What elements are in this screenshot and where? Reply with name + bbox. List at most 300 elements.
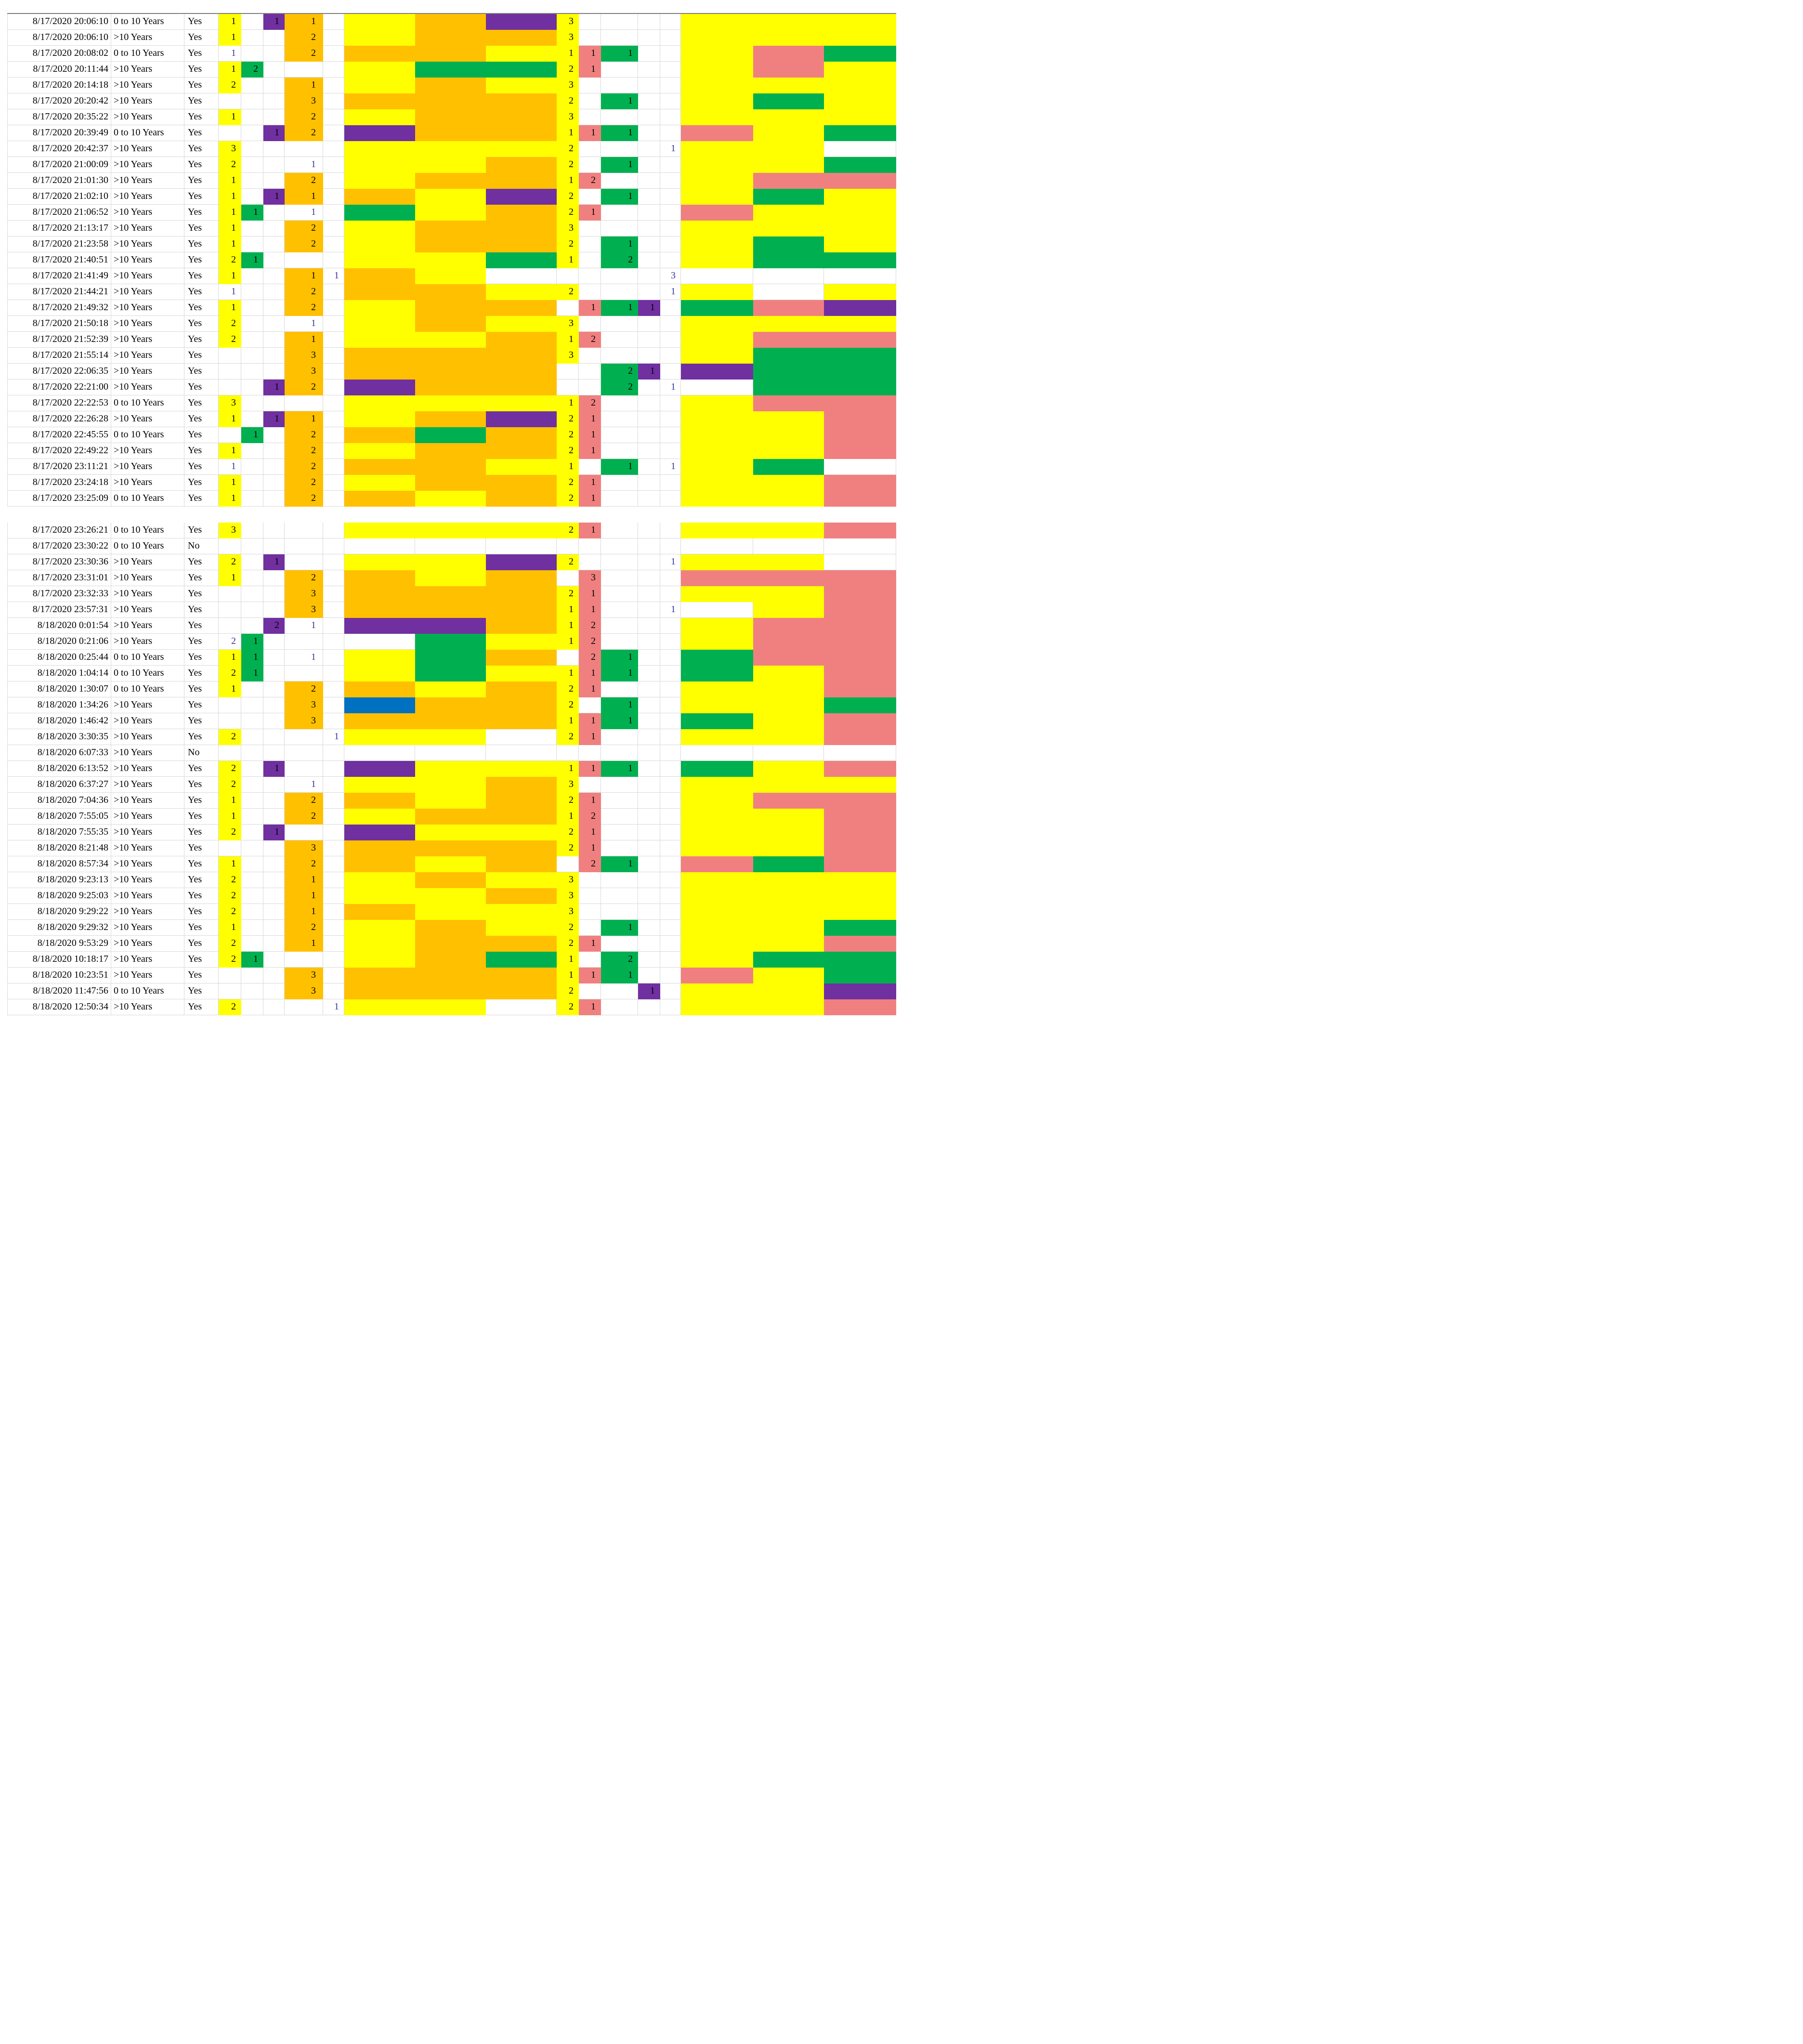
value-cell-6[interactable]: 2 [557,999,579,1015]
value-cell-2[interactable] [241,46,263,62]
value-cell-3[interactable] [263,395,285,411]
timestamp-cell[interactable]: 8/18/2020 9:25:03 [7,888,111,904]
value-cell-9[interactable] [638,586,660,602]
wide-cell-3[interactable] [486,364,557,380]
wide-cell-2[interactable] [415,936,486,952]
wide-cell-4[interactable] [681,252,753,268]
wide-cell-6[interactable] [824,252,896,268]
wide-cell-4[interactable] [681,141,753,157]
wide-cell-4[interactable] [681,189,753,205]
value-cell-2[interactable] [241,602,263,618]
wide-cell-6[interactable] [824,443,896,459]
wide-cell-2[interactable] [415,125,486,141]
value-cell-6[interactable]: 2 [557,825,579,840]
response-cell[interactable]: Yes [184,825,219,840]
wide-cell-2[interactable] [415,618,486,634]
wide-cell-3[interactable] [486,411,557,427]
value-cell-8[interactable] [601,538,638,554]
value-cell-3[interactable] [263,999,285,1015]
value-cell-7[interactable] [579,157,601,173]
wide-cell-2[interactable] [415,809,486,825]
timestamp-cell[interactable]: 8/17/2020 21:40:51 [7,252,111,268]
value-cell-1[interactable]: 1 [219,491,241,507]
wide-cell-5[interactable] [753,14,824,30]
wide-cell-1[interactable] [344,459,415,475]
wide-cell-1[interactable] [344,443,415,459]
value-cell-1[interactable]: 1 [219,236,241,252]
value-cell-9[interactable] [638,523,660,538]
wide-cell-5[interactable] [753,364,824,380]
wide-cell-6[interactable] [824,713,896,729]
value-cell-10[interactable] [660,427,681,443]
wide-cell-5[interactable] [753,523,824,538]
value-cell-6[interactable]: 1 [557,395,579,411]
value-cell-1[interactable] [219,840,241,856]
value-cell-5[interactable] [323,475,344,491]
value-cell-6[interactable]: 2 [557,141,579,157]
value-cell-3[interactable] [263,968,285,983]
response-cell[interactable]: Yes [184,157,219,173]
value-cell-2[interactable] [241,761,263,777]
value-cell-5[interactable] [323,697,344,713]
wide-cell-4[interactable] [681,920,753,936]
timestamp-cell[interactable]: 8/17/2020 23:30:36 [7,554,111,570]
age-group-cell[interactable]: >10 Years [111,745,184,761]
value-cell-1[interactable]: 2 [219,761,241,777]
value-cell-4[interactable]: 3 [285,697,323,713]
wide-cell-5[interactable] [753,554,824,570]
value-cell-2[interactable] [241,14,263,30]
value-cell-10[interactable] [660,332,681,348]
value-cell-6[interactable] [557,856,579,872]
value-cell-9[interactable] [638,618,660,634]
wide-cell-1[interactable] [344,888,415,904]
wide-cell-4[interactable] [681,825,753,840]
wide-cell-3[interactable] [486,999,557,1015]
value-cell-9[interactable] [638,78,660,93]
wide-cell-3[interactable] [486,729,557,745]
response-cell[interactable]: Yes [184,999,219,1015]
wide-cell-1[interactable] [344,952,415,968]
wide-cell-6[interactable] [824,650,896,666]
value-cell-9[interactable] [638,920,660,936]
wide-cell-2[interactable] [415,777,486,793]
wide-cell-5[interactable] [753,236,824,252]
value-cell-3[interactable] [263,650,285,666]
value-cell-7[interactable] [579,983,601,999]
value-cell-10[interactable]: 3 [660,268,681,284]
value-cell-3[interactable] [263,491,285,507]
wide-cell-3[interactable] [486,78,557,93]
response-cell[interactable]: Yes [184,586,219,602]
value-cell-1[interactable]: 2 [219,777,241,793]
value-cell-7[interactable]: 1 [579,491,601,507]
value-cell-8[interactable] [601,936,638,952]
value-cell-4[interactable]: 1 [285,618,323,634]
wide-cell-6[interactable] [824,364,896,380]
timestamp-cell[interactable]: 8/18/2020 9:53:29 [7,936,111,952]
value-cell-5[interactable] [323,920,344,936]
age-group-cell[interactable]: >10 Years [111,825,184,840]
value-cell-8[interactable] [601,475,638,491]
timestamp-cell[interactable]: 8/17/2020 22:26:28 [7,411,111,427]
value-cell-1[interactable]: 1 [219,189,241,205]
wide-cell-2[interactable] [415,78,486,93]
value-cell-3[interactable] [263,475,285,491]
value-cell-2[interactable] [241,491,263,507]
age-group-cell[interactable]: 0 to 10 Years [111,427,184,443]
value-cell-3[interactable]: 2 [263,618,285,634]
wide-cell-1[interactable] [344,634,415,650]
value-cell-7[interactable]: 2 [579,395,601,411]
value-cell-1[interactable] [219,586,241,602]
value-cell-6[interactable]: 1 [557,46,579,62]
value-cell-5[interactable] [323,523,344,538]
value-cell-6[interactable]: 3 [557,872,579,888]
value-cell-2[interactable] [241,364,263,380]
value-cell-5[interactable] [323,78,344,93]
value-cell-10[interactable] [660,189,681,205]
value-cell-4[interactable]: 2 [285,30,323,46]
value-cell-10[interactable] [660,221,681,236]
age-group-cell[interactable]: >10 Years [111,62,184,78]
value-cell-3[interactable] [263,856,285,872]
timestamp-cell[interactable]: 8/17/2020 20:35:22 [7,109,111,125]
response-cell[interactable]: Yes [184,284,219,300]
value-cell-3[interactable] [263,872,285,888]
timestamp-cell[interactable]: 8/18/2020 9:29:22 [7,904,111,920]
wide-cell-3[interactable] [486,46,557,62]
value-cell-3[interactable]: 1 [263,554,285,570]
wide-cell-6[interactable] [824,348,896,364]
response-cell[interactable]: Yes [184,936,219,952]
wide-cell-3[interactable] [486,713,557,729]
value-cell-6[interactable] [557,380,579,395]
response-cell[interactable]: Yes [184,411,219,427]
value-cell-9[interactable] [638,809,660,825]
value-cell-7[interactable] [579,459,601,475]
value-cell-5[interactable] [323,904,344,920]
value-cell-5[interactable] [323,348,344,364]
value-cell-5[interactable] [323,666,344,681]
value-cell-7[interactable]: 1 [579,475,601,491]
value-cell-1[interactable] [219,745,241,761]
value-cell-2[interactable] [241,348,263,364]
value-cell-2[interactable] [241,93,263,109]
wide-cell-1[interactable] [344,999,415,1015]
value-cell-8[interactable]: 1 [601,761,638,777]
value-cell-2[interactable] [241,411,263,427]
wide-cell-6[interactable] [824,697,896,713]
wide-cell-5[interactable] [753,952,824,968]
response-cell[interactable]: Yes [184,93,219,109]
value-cell-7[interactable] [579,952,601,968]
timestamp-cell[interactable]: 8/18/2020 7:55:35 [7,825,111,840]
value-cell-2[interactable] [241,395,263,411]
value-cell-4[interactable]: 1 [285,205,323,221]
timestamp-cell[interactable]: 8/18/2020 6:13:52 [7,761,111,777]
wide-cell-1[interactable] [344,872,415,888]
wide-cell-2[interactable] [415,30,486,46]
value-cell-3[interactable] [263,300,285,316]
value-cell-7[interactable]: 1 [579,968,601,983]
value-cell-10[interactable] [660,236,681,252]
wide-cell-5[interactable] [753,316,824,332]
value-cell-2[interactable] [241,793,263,809]
value-cell-3[interactable] [263,46,285,62]
value-cell-7[interactable]: 1 [579,666,601,681]
value-cell-10[interactable]: 1 [660,284,681,300]
timestamp-cell[interactable]: 8/17/2020 21:41:49 [7,268,111,284]
value-cell-5[interactable] [323,793,344,809]
value-cell-5[interactable] [323,411,344,427]
wide-cell-3[interactable] [486,30,557,46]
wide-cell-2[interactable] [415,681,486,697]
value-cell-1[interactable]: 2 [219,729,241,745]
wide-cell-5[interactable] [753,332,824,348]
wide-cell-4[interactable] [681,666,753,681]
timestamp-cell[interactable]: 8/17/2020 20:14:18 [7,78,111,93]
wide-cell-2[interactable] [415,904,486,920]
wide-cell-5[interactable] [753,809,824,825]
age-group-cell[interactable]: >10 Years [111,809,184,825]
wide-cell-4[interactable] [681,30,753,46]
value-cell-5[interactable] [323,252,344,268]
wide-cell-2[interactable] [415,109,486,125]
value-cell-6[interactable]: 2 [557,236,579,252]
wide-cell-6[interactable] [824,538,896,554]
value-cell-1[interactable]: 1 [219,920,241,936]
wide-cell-4[interactable] [681,554,753,570]
wide-cell-6[interactable] [824,904,896,920]
wide-cell-3[interactable] [486,14,557,30]
value-cell-9[interactable] [638,856,660,872]
wide-cell-6[interactable] [824,554,896,570]
value-cell-5[interactable]: 1 [323,729,344,745]
wide-cell-1[interactable] [344,157,415,173]
age-group-cell[interactable]: >10 Years [111,141,184,157]
value-cell-3[interactable]: 1 [263,411,285,427]
value-cell-5[interactable] [323,825,344,840]
value-cell-5[interactable] [323,332,344,348]
value-cell-6[interactable]: 2 [557,697,579,713]
value-cell-1[interactable] [219,538,241,554]
value-cell-2[interactable]: 1 [241,205,263,221]
value-cell-3[interactable] [263,348,285,364]
value-cell-4[interactable]: 1 [285,904,323,920]
value-cell-6[interactable]: 1 [557,713,579,729]
wide-cell-2[interactable] [415,189,486,205]
age-group-cell[interactable]: 0 to 10 Years [111,125,184,141]
value-cell-6[interactable]: 2 [557,920,579,936]
wide-cell-5[interactable] [753,872,824,888]
value-cell-2[interactable] [241,268,263,284]
timestamp-cell[interactable]: 8/17/2020 21:06:52 [7,205,111,221]
value-cell-10[interactable] [660,316,681,332]
age-group-cell[interactable]: >10 Years [111,936,184,952]
value-cell-4[interactable] [285,761,323,777]
value-cell-9[interactable]: 1 [638,364,660,380]
wide-cell-6[interactable] [824,380,896,395]
value-cell-9[interactable] [638,316,660,332]
response-cell[interactable]: Yes [184,78,219,93]
value-cell-3[interactable] [263,793,285,809]
value-cell-2[interactable] [241,380,263,395]
wide-cell-3[interactable] [486,268,557,284]
value-cell-3[interactable] [263,570,285,586]
value-cell-3[interactable] [263,729,285,745]
value-cell-6[interactable]: 1 [557,634,579,650]
wide-cell-1[interactable] [344,729,415,745]
value-cell-4[interactable] [285,666,323,681]
value-cell-9[interactable] [638,205,660,221]
value-cell-4[interactable]: 1 [285,189,323,205]
value-cell-10[interactable] [660,777,681,793]
wide-cell-6[interactable] [824,427,896,443]
value-cell-2[interactable] [241,221,263,236]
value-cell-1[interactable]: 1 [219,411,241,427]
response-cell[interactable]: Yes [184,888,219,904]
value-cell-9[interactable] [638,411,660,427]
value-cell-7[interactable] [579,30,601,46]
value-cell-4[interactable]: 1 [285,411,323,427]
wide-cell-1[interactable] [344,650,415,666]
timestamp-cell[interactable]: 8/18/2020 12:50:34 [7,999,111,1015]
value-cell-4[interactable]: 2 [285,236,323,252]
value-cell-8[interactable] [601,284,638,300]
value-cell-9[interactable] [638,952,660,968]
value-cell-1[interactable]: 2 [219,157,241,173]
value-cell-8[interactable] [601,78,638,93]
value-cell-5[interactable] [323,602,344,618]
age-group-cell[interactable]: >10 Years [111,205,184,221]
value-cell-3[interactable] [263,109,285,125]
value-cell-6[interactable]: 1 [557,761,579,777]
timestamp-cell[interactable]: 8/18/2020 10:23:51 [7,968,111,983]
value-cell-6[interactable]: 3 [557,109,579,125]
wide-cell-1[interactable] [344,618,415,634]
value-cell-9[interactable] [638,252,660,268]
value-cell-5[interactable] [323,936,344,952]
value-cell-5[interactable] [323,205,344,221]
value-cell-2[interactable] [241,443,263,459]
value-cell-8[interactable] [601,983,638,999]
value-cell-8[interactable]: 2 [601,380,638,395]
value-cell-8[interactable] [601,109,638,125]
wide-cell-5[interactable] [753,125,824,141]
value-cell-8[interactable] [601,809,638,825]
wide-cell-5[interactable] [753,666,824,681]
wide-cell-2[interactable] [415,284,486,300]
value-cell-7[interactable]: 1 [579,586,601,602]
age-group-cell[interactable]: >10 Years [111,999,184,1015]
wide-cell-5[interactable] [753,380,824,395]
response-cell[interactable]: Yes [184,300,219,316]
value-cell-10[interactable] [660,252,681,268]
wide-cell-5[interactable] [753,602,824,618]
value-cell-2[interactable] [241,141,263,157]
wide-cell-4[interactable] [681,173,753,189]
wide-cell-5[interactable] [753,745,824,761]
wide-cell-3[interactable] [486,681,557,697]
value-cell-7[interactable] [579,920,601,936]
wide-cell-5[interactable] [753,968,824,983]
wide-cell-5[interactable] [753,395,824,411]
value-cell-5[interactable] [323,713,344,729]
wide-cell-6[interactable] [824,681,896,697]
wide-cell-5[interactable] [753,459,824,475]
value-cell-10[interactable] [660,888,681,904]
value-cell-10[interactable] [660,78,681,93]
wide-cell-4[interactable] [681,793,753,809]
value-cell-1[interactable]: 2 [219,666,241,681]
wide-cell-2[interactable] [415,364,486,380]
value-cell-10[interactable] [660,538,681,554]
value-cell-9[interactable] [638,538,660,554]
value-cell-2[interactable] [241,968,263,983]
value-cell-4[interactable]: 2 [285,443,323,459]
wide-cell-3[interactable] [486,570,557,586]
response-cell[interactable]: Yes [184,173,219,189]
value-cell-9[interactable] [638,46,660,62]
wide-cell-2[interactable] [415,586,486,602]
age-group-cell[interactable]: >10 Years [111,189,184,205]
timestamp-cell[interactable]: 8/17/2020 20:08:02 [7,46,111,62]
wide-cell-1[interactable] [344,141,415,157]
value-cell-8[interactable] [601,427,638,443]
value-cell-10[interactable] [660,30,681,46]
wide-cell-1[interactable] [344,93,415,109]
response-cell[interactable]: Yes [184,872,219,888]
value-cell-8[interactable]: 2 [601,952,638,968]
wide-cell-5[interactable] [753,793,824,809]
value-cell-1[interactable]: 1 [219,62,241,78]
value-cell-5[interactable] [323,189,344,205]
wide-cell-4[interactable] [681,221,753,236]
value-cell-6[interactable]: 2 [557,840,579,856]
value-cell-8[interactable]: 1 [601,650,638,666]
value-cell-2[interactable] [241,157,263,173]
value-cell-10[interactable] [660,46,681,62]
value-cell-9[interactable] [638,93,660,109]
value-cell-7[interactable] [579,697,601,713]
value-cell-6[interactable]: 3 [557,888,579,904]
value-cell-9[interactable] [638,62,660,78]
response-cell[interactable]: Yes [184,14,219,30]
age-group-cell[interactable]: >10 Years [111,348,184,364]
value-cell-7[interactable] [579,888,601,904]
value-cell-1[interactable] [219,968,241,983]
wide-cell-3[interactable] [486,538,557,554]
value-cell-6[interactable]: 1 [557,809,579,825]
wide-cell-6[interactable] [824,952,896,968]
age-group-cell[interactable]: >10 Years [111,729,184,745]
age-group-cell[interactable]: >10 Years [111,332,184,348]
value-cell-1[interactable]: 1 [219,46,241,62]
value-cell-4[interactable]: 2 [285,221,323,236]
value-cell-9[interactable] [638,332,660,348]
wide-cell-1[interactable] [344,364,415,380]
value-cell-5[interactable] [323,395,344,411]
wide-cell-1[interactable] [344,189,415,205]
wide-cell-6[interactable] [824,316,896,332]
wide-cell-4[interactable] [681,491,753,507]
wide-cell-3[interactable] [486,380,557,395]
response-cell[interactable]: Yes [184,809,219,825]
value-cell-5[interactable]: 1 [323,999,344,1015]
value-cell-10[interactable] [660,443,681,459]
response-cell[interactable]: Yes [184,777,219,793]
